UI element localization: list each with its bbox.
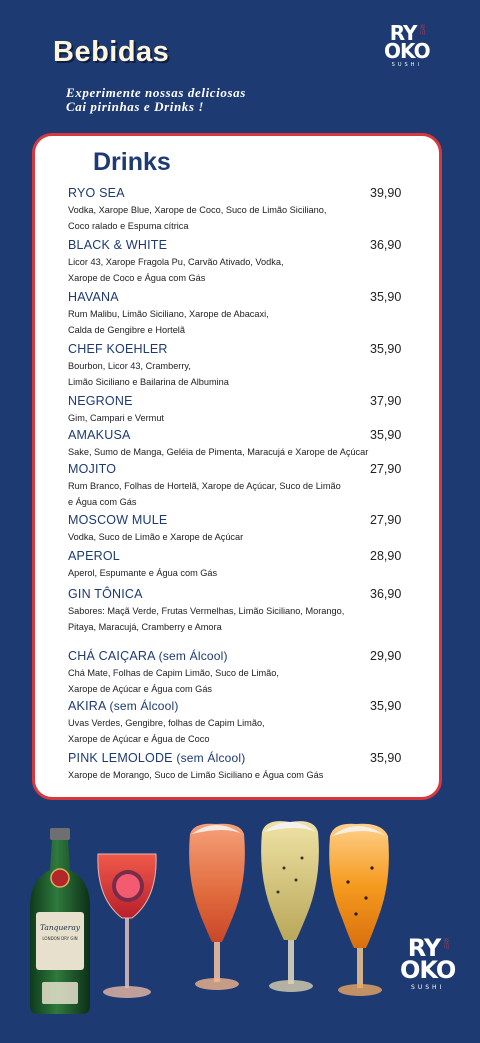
drink-description-line: Xarope de Coco e Água com Gás (68, 272, 206, 283)
drink-name (68, 462, 116, 476)
drink-price: 27,90 (370, 513, 402, 527)
drink-name-text: NEGRONE (68, 394, 133, 408)
logo-kanji: 寿司 (417, 24, 425, 34)
drink-description-line: Gim, Campari e Vermut (68, 413, 164, 423)
drink-price: 27,90 (370, 462, 402, 476)
drink-name (68, 587, 143, 601)
drink-name (68, 238, 167, 252)
drink-description-line: Xarope de Açúcar e Água com Gás (68, 683, 213, 694)
passion-fruit-caipirinha-glass (329, 824, 389, 996)
logo-text-2: OKO (400, 955, 456, 984)
drink-description-line: Chá Mate, Folhas de Capim Limão, Suco de Limão, (68, 668, 279, 678)
drink-description (68, 479, 398, 510)
drink-description-line: Aperol, Espumante e Água com Gás (68, 568, 218, 578)
drink-name (68, 699, 179, 713)
drink-description-line: Limão Siciliano e Bailarina de Albumina (68, 376, 229, 387)
drink-description (68, 768, 398, 784)
drink-description (68, 411, 398, 427)
drink-description-line: Xarope de Morango, Suco de Limão Siciliano e Água com Gás (68, 770, 324, 780)
drink-description-line: Vodka, Xarope Blue, Xarope de Coco, Suco de Limão Siciliano, (68, 205, 327, 215)
drink-price: 35,90 (370, 428, 402, 442)
drink-note: (sem Álcool) (109, 699, 179, 713)
logo-kanji: 寿司 (441, 938, 449, 948)
drink-name (68, 649, 228, 663)
drink-note: (sem Álcool) (158, 649, 228, 663)
drink-name (68, 549, 120, 563)
drink-price: 35,90 (370, 290, 402, 304)
brand-logo-top (384, 21, 430, 68)
drink-price: 37,90 (370, 394, 402, 408)
drink-name-text: PINK LEMOLODE (68, 751, 173, 765)
gin-tonic-glass (98, 854, 156, 998)
page-title: Bebidas (53, 36, 170, 68)
drink-name-text: CHÁ CAIÇARA (68, 649, 155, 663)
drink-name-text: HAVANA (68, 290, 119, 304)
logo-sub: SUSHI (411, 984, 445, 992)
tagline (66, 86, 246, 114)
drink-name-text: BLACK & WHITE (68, 238, 168, 252)
tagline-line-1: Experimente nossas deliciosas (66, 85, 246, 100)
drink-description-line: Coco ralado e Espuma cítrica (68, 220, 189, 231)
drink-description (68, 604, 398, 635)
drink-description (68, 716, 398, 747)
logo-sub: SUSHI (391, 62, 422, 68)
drink-description (68, 203, 398, 234)
drink-price: 28,90 (370, 549, 402, 563)
drink-name (68, 186, 125, 200)
drink-name-text: AKIRA (68, 699, 106, 713)
drink-description-line: Uvas Verdes, Gengibre, folhas de Capim Limão, (68, 718, 265, 728)
drink-description (68, 307, 398, 338)
drink-description-line: Vodka, Suco de Limão e Xarope de Açúcar (68, 532, 244, 542)
drink-description (68, 666, 398, 697)
drink-description-line: Bourbon, Licor 43, Cramberry, (68, 361, 191, 371)
drink-description (68, 445, 398, 461)
drink-name-text: MOSCOW MULE (68, 513, 168, 527)
drink-name-text: AMAKUSA (68, 428, 131, 442)
drink-name-text: GIN TÔNICA (68, 587, 143, 601)
drink-description (68, 530, 398, 546)
drink-price: 35,90 (370, 699, 402, 713)
drink-name-text: RYO SEA (68, 186, 125, 200)
section-title: Drinks (93, 148, 171, 176)
logo-text-2: OKO (384, 39, 430, 63)
drink-price: 36,90 (370, 587, 402, 601)
logo-text-1: RY (389, 21, 417, 45)
drink-description-line: Sabores: Maçã Verde, Frutas Vermelhas, Limão Siciliano, Morango, (68, 606, 345, 616)
drink-name-text: MOJITO (68, 462, 117, 476)
drink-price: 29,90 (370, 649, 402, 663)
drink-name (68, 342, 168, 356)
drink-description-line: Xarope de Açúcar e Água de Coco (68, 733, 210, 744)
drink-name (68, 394, 133, 408)
drink-description-line: Rum Malibu, Limão Siciliano, Xarope de Abacaxi, (68, 309, 269, 319)
drink-description (68, 359, 398, 390)
drink-description-line: Rum Branco, Folhas de Hortelã, Xarope de Açúcar, Suco de Limão (68, 481, 341, 491)
drink-name (68, 513, 167, 527)
drink-note: (sem Álcool) (176, 751, 246, 765)
drink-name-text: APEROL (68, 549, 120, 563)
drink-price: 35,90 (370, 751, 402, 765)
bottle-sublabel: LONDON DRY GIN (42, 936, 78, 941)
drink-name (68, 751, 246, 765)
drink-name (68, 428, 131, 442)
gin-bottle (30, 828, 90, 1014)
drink-description (68, 255, 398, 286)
drink-description-line: Licor 43, Xarope Fragola Pu, Carvão Ativado, Vodka, (68, 257, 284, 267)
logo-text-1: RY (407, 934, 441, 962)
red-caipirinha-glass (189, 824, 245, 990)
drink-price: 35,90 (370, 342, 402, 356)
drink-description-line: Calda de Gengibre e Hortelã (68, 324, 185, 335)
drink-price: 36,90 (370, 238, 402, 252)
drink-price: 39,90 (370, 186, 402, 200)
drink-name-text: CHEF KOEHLER (68, 342, 168, 356)
drinks-photo (26, 818, 396, 1028)
drink-description-line: e Água com Gás (68, 496, 137, 507)
drink-name (68, 290, 119, 304)
drink-description (68, 566, 398, 582)
tagline-line-2: Cai pirinhas e Drinks ! (66, 99, 205, 114)
kiwi-caipirinha-glass (261, 821, 319, 992)
bottle-label: Tanqueray (39, 923, 81, 932)
drink-description-line: Pitaya, Maracujá, Cramberry e Amora (68, 621, 222, 632)
brand-logo-bottom (400, 934, 456, 992)
drink-description-line: Sake, Sumo de Manga, Geléia de Pimenta, Maracujá e Xarope de Açúcar (68, 447, 369, 457)
